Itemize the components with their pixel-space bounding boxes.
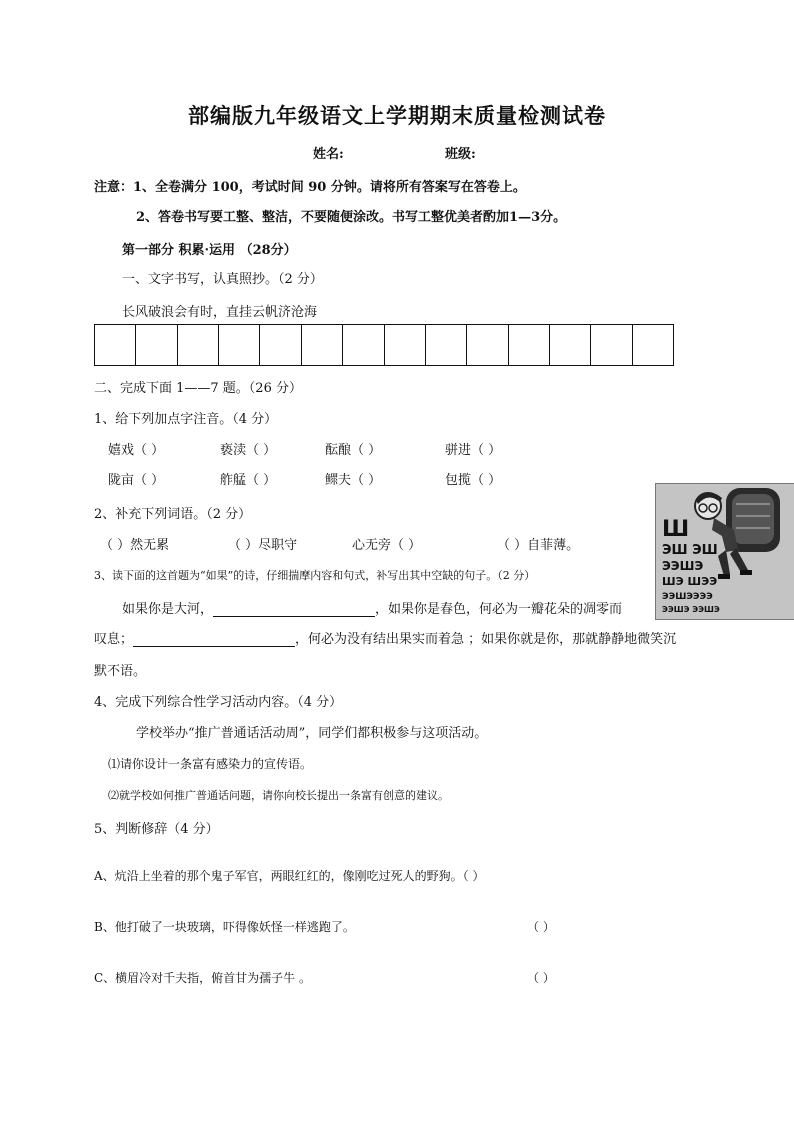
q1-item: 包揽（ ） bbox=[445, 473, 502, 488]
q2-item: （ ）尽职守 bbox=[228, 538, 298, 553]
grid-cell[interactable] bbox=[95, 325, 136, 365]
q1-item: 嬉戏（ ） bbox=[108, 443, 165, 458]
q3-line1 bbox=[122, 598, 622, 617]
q1-item: 陇亩（ ） bbox=[108, 473, 165, 488]
q3-line1-start: 如果你是大河， bbox=[122, 602, 214, 617]
grid-cell[interactable] bbox=[178, 325, 219, 365]
q5-label: 5、判断修辞（4 分） bbox=[94, 822, 219, 837]
eye-chart-row: ЭЭШЭ ЭЭШЭ bbox=[662, 605, 720, 614]
class-label: 班级: bbox=[445, 147, 476, 162]
q2-item: （ ）然无累 bbox=[100, 538, 170, 553]
q4-label: 4、完成下列综合性学习活动内容。（4 分） bbox=[94, 695, 343, 710]
grid-cell[interactable] bbox=[302, 325, 343, 365]
q5-option-a: A、炕沿上坐着的那个鬼子军官，两眼红红的，像刚吃过死人的野狗。（ ） bbox=[94, 869, 485, 883]
note-1: 注意：1、全卷满分 100，考试时间 90 分钟。请将所有答案写在答卷上。 bbox=[94, 180, 526, 195]
section2-heading: 二、完成下面 1——7 题。（26 分） bbox=[94, 381, 302, 396]
q1-item: 亵渎（ ） bbox=[220, 443, 277, 458]
answer-blank[interactable] bbox=[133, 633, 295, 647]
grid-cell[interactable] bbox=[467, 325, 508, 365]
q5-option-b-blank: （ ） bbox=[527, 920, 555, 934]
q1-item: 鳏夫（ ） bbox=[325, 473, 382, 488]
q4-intro: 学校举办“推广普通话活动周”，同学们都积极参与这项活动。 bbox=[136, 726, 488, 741]
note-2: 2、答卷书写要工整、整洁，不要随便涂改。书写工整优美者酌加1—3分。 bbox=[136, 210, 567, 225]
grid-cell[interactable] bbox=[343, 325, 384, 365]
grid-cell[interactable] bbox=[509, 325, 550, 365]
grid-cell[interactable] bbox=[136, 325, 177, 365]
grid-cell[interactable] bbox=[550, 325, 591, 365]
cartoon-illustration bbox=[656, 484, 794, 619]
grid-cell[interactable] bbox=[385, 325, 426, 365]
q2-item: （ ）自菲薄。 bbox=[497, 538, 580, 553]
q3-label: 3、读下面的这首题为“如果”的诗，仔细揣摩内容和句式，补写出其中空缺的句子。（2 分） bbox=[94, 569, 536, 582]
grid-cell[interactable] bbox=[633, 325, 673, 365]
page-title: 部编版九年级语文上学期期末质量检测试卷 bbox=[188, 103, 606, 128]
q5-option-c-blank: （ ） bbox=[527, 971, 555, 985]
q5-option-b: B、他打破了一块玻璃，吓得像妖怪一样逃跑了。 bbox=[94, 920, 355, 934]
q3-line2 bbox=[94, 628, 676, 647]
q5-option-c: C、横眉冷对千夫指，俯首甘为孺子牛 。 bbox=[94, 971, 311, 985]
q4-sub2: ⑵就学校如何推广普通话问题，请你向校长提出一条富有创意的建议。 bbox=[108, 789, 449, 802]
eye-chart-row: ЭЭШЭ bbox=[662, 559, 704, 573]
q2-label: 2、补充下列词语。（2 分） bbox=[94, 507, 252, 522]
copy-text: 长风破浪会有时，直挂云帆济沧海 bbox=[122, 305, 318, 320]
q2-item: 心无旁（ ） bbox=[352, 538, 422, 553]
q1-label: 1、给下列加点字注音。（4 分） bbox=[94, 412, 278, 427]
grid-cell[interactable] bbox=[426, 325, 467, 365]
eye-chart-row: ЭШ ЭШ bbox=[662, 543, 718, 558]
eye-chart-row: ЭЭШЭЭЭЭ bbox=[662, 592, 713, 602]
cartoon-image bbox=[655, 483, 794, 620]
eye-chart-row: Ш bbox=[662, 517, 690, 542]
q3-line2-start: 叹息； bbox=[94, 632, 134, 647]
q1-item: 酝酿（ ） bbox=[325, 443, 382, 458]
grid-cell[interactable] bbox=[219, 325, 260, 365]
grid-cell[interactable] bbox=[591, 325, 632, 365]
grid-cell[interactable] bbox=[260, 325, 301, 365]
eye-chart-row: ШЭ ШЭЭ bbox=[662, 575, 718, 588]
q1-item: 舴艋（ ） bbox=[220, 473, 277, 488]
writing-grid[interactable] bbox=[94, 324, 674, 366]
name-label: 姓名: bbox=[313, 147, 344, 162]
section1-heading: 一、文字书写，认真照抄。（2 分） bbox=[122, 272, 323, 287]
answer-blank[interactable] bbox=[213, 603, 375, 617]
q3-line1-end: ，如果你是春色，何必为一瓣花朵的凋零而 bbox=[375, 602, 623, 617]
q3-line2-end: ，何必为没有结出果实而着急 ；如果你就是你，那就静静地微笑沉 bbox=[295, 632, 677, 647]
q4-sub1: ⑴请你设计一条富有感染力的宣传语。 bbox=[108, 757, 313, 771]
q1-item: 骈进（ ） bbox=[445, 443, 502, 458]
q3-line3: 默不语。 bbox=[94, 664, 147, 679]
part1-heading: 第一部分 积累·运用 （28分） bbox=[122, 243, 297, 258]
